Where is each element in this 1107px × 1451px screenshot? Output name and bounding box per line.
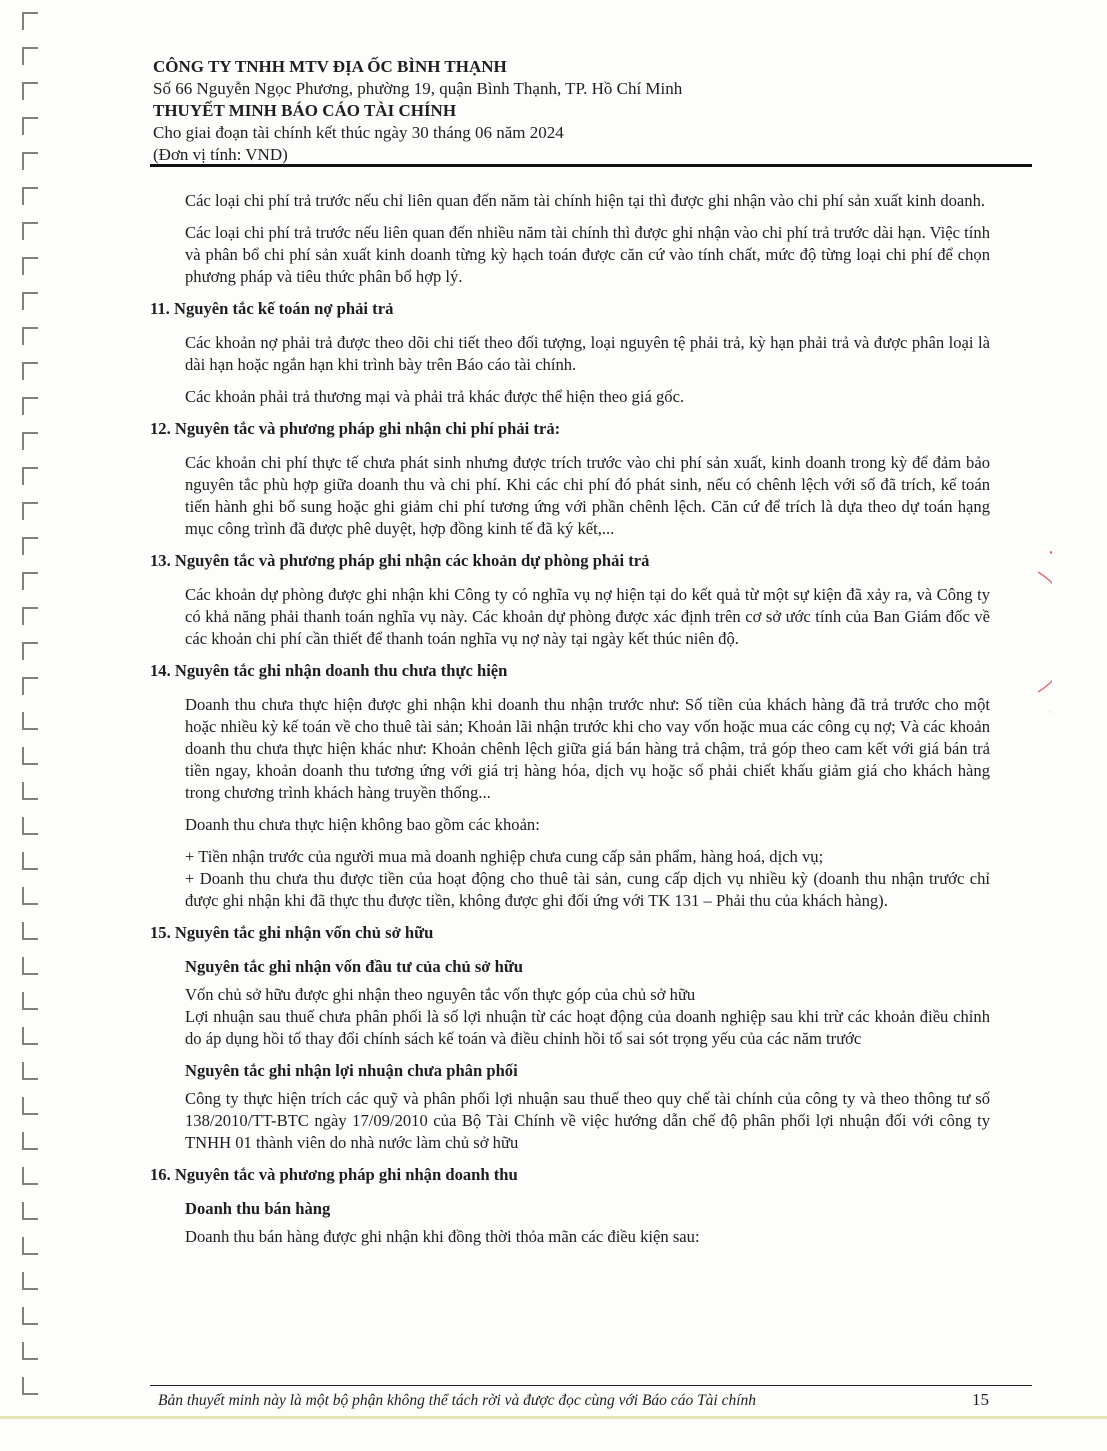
section-11-paragraph: Các khoản phải trả thương mại và phải trả khác được thể hiện theo giá gốc.: [185, 387, 685, 406]
section-15-subheading: Nguyên tắc ghi nhận lợi nhuận chưa phân phối: [185, 1061, 518, 1080]
intro-paragraph: Các loại chi phí trả trước nếu chỉ liên quan đến năm tài chính hiện tại thì được ghi nhận vào chi phí sản xuất kinh doanh.: [185, 191, 986, 210]
company-stamp: [992, 542, 1052, 722]
report-title: THUYẾT MINH BÁO CÁO TÀI CHÍNH: [153, 101, 457, 120]
footer-divider: [150, 1385, 1032, 1386]
scan-edge: [0, 1416, 1107, 1419]
currency-unit: (Đơn vị tính: VND): [153, 145, 288, 164]
section-14-bullet: + Tiền nhận trước của người mua mà doanh nghiệp chưa cung cấp sản phẩm, hàng hoá, dịch vụ;: [185, 847, 824, 866]
section-16-subheading: Doanh thu bán hàng: [185, 1199, 331, 1218]
section-14-bullet: + Doanh thu chưa thu được tiền của hoạt động cho thuê tài sản, cung cấp dịch vụ nhiều kỳ (doanh thu nhận trước chỉ được ghi nhận khi đã thực thu được tiền, không được ghi đối ứng với TK 131 – Phải thu của khách hàng).: [185, 869, 990, 910]
section-heading-16: 16. Nguyên tắc và phương pháp ghi nhận doanh thu: [150, 1165, 518, 1184]
binder-holes: [22, 12, 44, 1412]
section-15-paragraph: Vốn chủ sở hữu được ghi nhận theo nguyên tắc vốn thực góp của chủ sở hữu: [185, 985, 696, 1004]
section-11-paragraph: Các khoản nợ phải trả được theo dõi chi tiết theo đối tượng, loại nguyên tệ phải trả, kỳ hạn phải trả và được phân loại là dài hạn hoặc ngắn hạn khi trình bày trên Báo cáo tài chính.: [185, 333, 990, 374]
section-14-paragraph: Doanh thu chưa thực hiện được ghi nhận khi doanh thu nhận trước như: Số tiền của khách hàng đã trả trước cho một hoặc nhiều kỳ kế toán về cho thuê tài sản; Khoản lãi nhận trước khi cho vay vốn hoặc mua các công cụ nợ; Và các khoản doanh thu chưa thực hiện khác như: Khoản chênh lệch giữa giá bán hàng trả chậm, trả góp theo cam kết với giá bán trả tiền ngay, khoản doanh thu tương ứng với giá trị hàng hóa, dịch vụ hoặc số phải chiết khấu giảm giá cho khách hàng trong chương trình khách hàng truyền thống...: [185, 695, 990, 802]
section-heading-11: 11. Nguyên tắc kế toán nợ phải trả: [150, 299, 394, 318]
section-15-subheading: Nguyên tắc ghi nhận vốn đầu tư của chủ sở hữu: [185, 957, 524, 976]
company-name: CÔNG TY TNHH MTV ĐỊA ỐC BÌNH THẠNH: [153, 57, 507, 76]
section-heading-15: 15. Nguyên tắc ghi nhận vốn chủ sở hữu: [150, 923, 434, 942]
company-address: Số 66 Nguyễn Ngọc Phương, phường 19, quận Bình Thạnh, TP. Hồ Chí Minh: [153, 79, 683, 98]
report-period: Cho giai đoạn tài chính kết thúc ngày 30 tháng 06 năm 2024: [153, 123, 564, 142]
section-14-paragraph: Doanh thu chưa thực hiện không bao gồm các khoản:: [185, 815, 540, 834]
section-13-paragraph: Các khoản dự phòng được ghi nhận khi Công ty có nghĩa vụ nợ hiện tại do kết quả từ một sự kiện đã xảy ra, và Công ty có khả năng phải thanh toán nghĩa vụ này. Các khoản dự phòng được xác định trên cơ sở ước tính của Ban Giám đốc về các khoản chi phí cần thiết để thanh toán nghĩa vụ nợ này tại ngày kết thúc niên độ.: [185, 585, 990, 648]
section-heading-14: 14. Nguyên tắc ghi nhận doanh thu chưa thực hiện: [150, 661, 508, 680]
section-16-paragraph: Doanh thu bán hàng được ghi nhận khi đồng thời thỏa mãn các điều kiện sau:: [185, 1227, 700, 1246]
document-body: [150, 190, 990, 1258]
section-15-paragraph: Lợi nhuận sau thuế chưa phân phối là số lợi nhuận từ các hoạt động của doanh nghiệp sau khi trừ các khoản điều chỉnh do áp dụng hồi tố thay đổi chính sách kế toán và điều chỉnh hồi tố sai sót trọng yếu của các năm trước: [185, 1007, 990, 1048]
document-header: [153, 56, 1033, 166]
section-12-paragraph: Các khoản chi phí thực tế chưa phát sinh nhưng được trích trước vào chi phí sản xuất, kinh doanh trong kỳ để đảm bảo nguyên tắc phù hợp giữa doanh thu và chi phí. Khi các chi phí đó phát sinh, nếu có chênh lệch với số đã trích, kế toán tiến hành ghi bổ sung hoặc ghi giảm chi phí tương ứng với phần chênh lệch. Căn cứ để trích là dựa theo dự toán hạng mục công trình đã được phê duyệt, hợp đồng kinh tế đã ký kết,...: [185, 453, 990, 538]
intro-paragraph: Các loại chi phí trả trước nếu liên quan đến nhiều năm tài chính thì được ghi nhận vào chi phí trả trước dài hạn. Việc tính và phân bổ chi phí sản xuất kinh doanh từng kỳ hạch toán được căn cứ vào tính chất, mức độ từng loại chi phí để chọn phương pháp và tiêu thức phân bổ hợp lý.: [185, 223, 990, 286]
header-divider: [150, 164, 1032, 167]
section-15-paragraph: Công ty thực hiện trích các quỹ và phân phối lợi nhuận sau thuế theo quy chế tài chính của công ty và theo thông tư số 138/2010/TT-BTC ngày 17/09/2010 của Bộ Tài Chính về việc hướng dẫn chế độ phân phối lợi nhuận đối với công ty TNHH 01 thành viên do nhà nước làm chủ sở hữu: [185, 1089, 990, 1152]
section-heading-12: 12. Nguyên tắc và phương pháp ghi nhận chi phí phải trả:: [150, 419, 561, 438]
page-number: 15: [972, 1390, 989, 1409]
footer-note: Bản thuyết minh này là một bộ phận không thể tách rời và được đọc cùng với Báo cáo Tài chính: [158, 1392, 757, 1409]
section-heading-13: 13. Nguyên tắc và phương pháp ghi nhận các khoản dự phòng phải trả: [150, 551, 650, 570]
